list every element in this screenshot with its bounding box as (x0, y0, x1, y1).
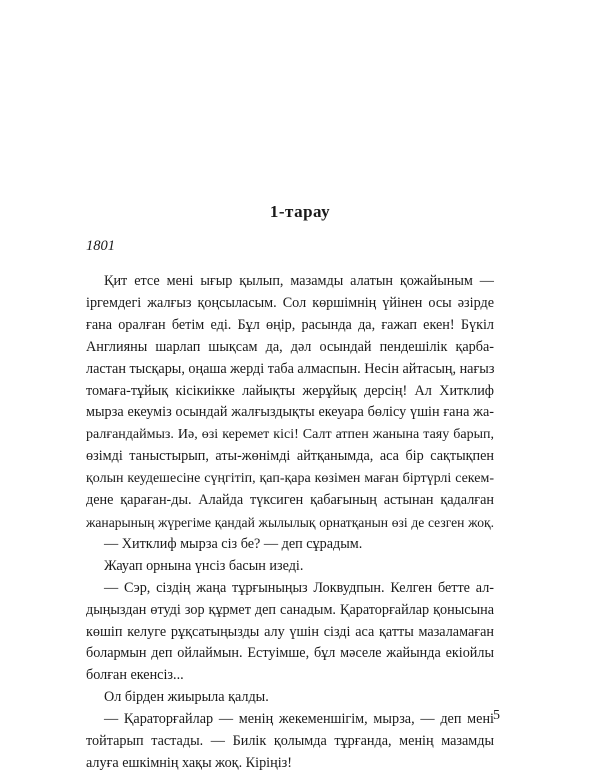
text-line: тойтарып тастады. — Билік қолымда тұрғанда, менің мазамды (86, 733, 494, 750)
text-line: болған екенсіз... (86, 667, 184, 684)
text-line: дыңыздан өтуді зор құрмет деп санадым. Қараторғайлар қонысына (86, 601, 494, 618)
text-line: томаға-тұйық кісікиікке лайықты жерұйық дерсің! Ал Хитклиф (86, 382, 494, 399)
text-line: алуға ешкімнің хақы жоқ. Кіріңіз! (86, 754, 292, 771)
text-line: ғана оралған бетім еді. Бұл өңір, расында да, ғажап екен! Бүкіл (86, 316, 494, 333)
text-line: өзімді таныстырып, аты-жөнімді айтқанымда, аса бір сақтықпен (86, 448, 494, 465)
body-text (86, 271, 494, 775)
text-line: қолын кеудешесіне сүңгітіп, қап-қара көзімен маған біртүрлі секем- (86, 471, 494, 487)
text-line: — Хитклиф мырза сіз бе? — деп сұрадым. (104, 535, 363, 552)
page-number: 5 (493, 708, 500, 723)
text-line: іргемдегі жалғыз қоңсыласым. Сол көршімнің үйінен осы әзірде (86, 294, 494, 311)
text-line: Қит етсе мені ығыр қылып, мазамды алатын қожайыным — (104, 273, 494, 289)
text-line: дене қараған-ды. Алайда түксиген қабағының астынан қадалған (86, 492, 494, 509)
text-line: мырза екеуміз осындай жалғыздықты екеуара бөлісу үшін ғана жа- (86, 404, 494, 421)
text-line: ластан тысқары, оңаша жерді таба алмаспын. Несін айтасың, нағыз (86, 360, 495, 377)
text-line: — Қараторғайлар — менің жекеменшігім, мырза, — деп мені (104, 711, 494, 728)
text-line: Жауап орнына үнсіз басын изеді. (104, 557, 304, 574)
text-line: — Сэр, сіздің жаңа тұрғыныңыз Локвудпын. Келген бетте ал- (104, 579, 494, 596)
text-line: көшіп келуге рұқсатыңызды алу үшін сізді аса қатты мазаламаған (86, 623, 494, 640)
chapter-year: 1801 (86, 238, 115, 254)
text-line: жанарының жүрегіме қандай жылылық орнатқанын өзі де сезген жоқ. (86, 514, 494, 530)
chapter-title: 1-тарау (269, 202, 331, 221)
text-line: Англияны шарлап шықсам да, дәл осындай пендешілік қарба- (86, 338, 494, 355)
text-line: Ол бірден жиырыла қалды. (104, 689, 269, 706)
text-line: ралғандаймыз. Иә, өзі керемет кісі! Салт атпен жанына таяу барып, (86, 427, 494, 443)
text-line: болармын деп ойлаймын. Естуімше, бұл мәселе жайында екіойлы (86, 645, 494, 662)
